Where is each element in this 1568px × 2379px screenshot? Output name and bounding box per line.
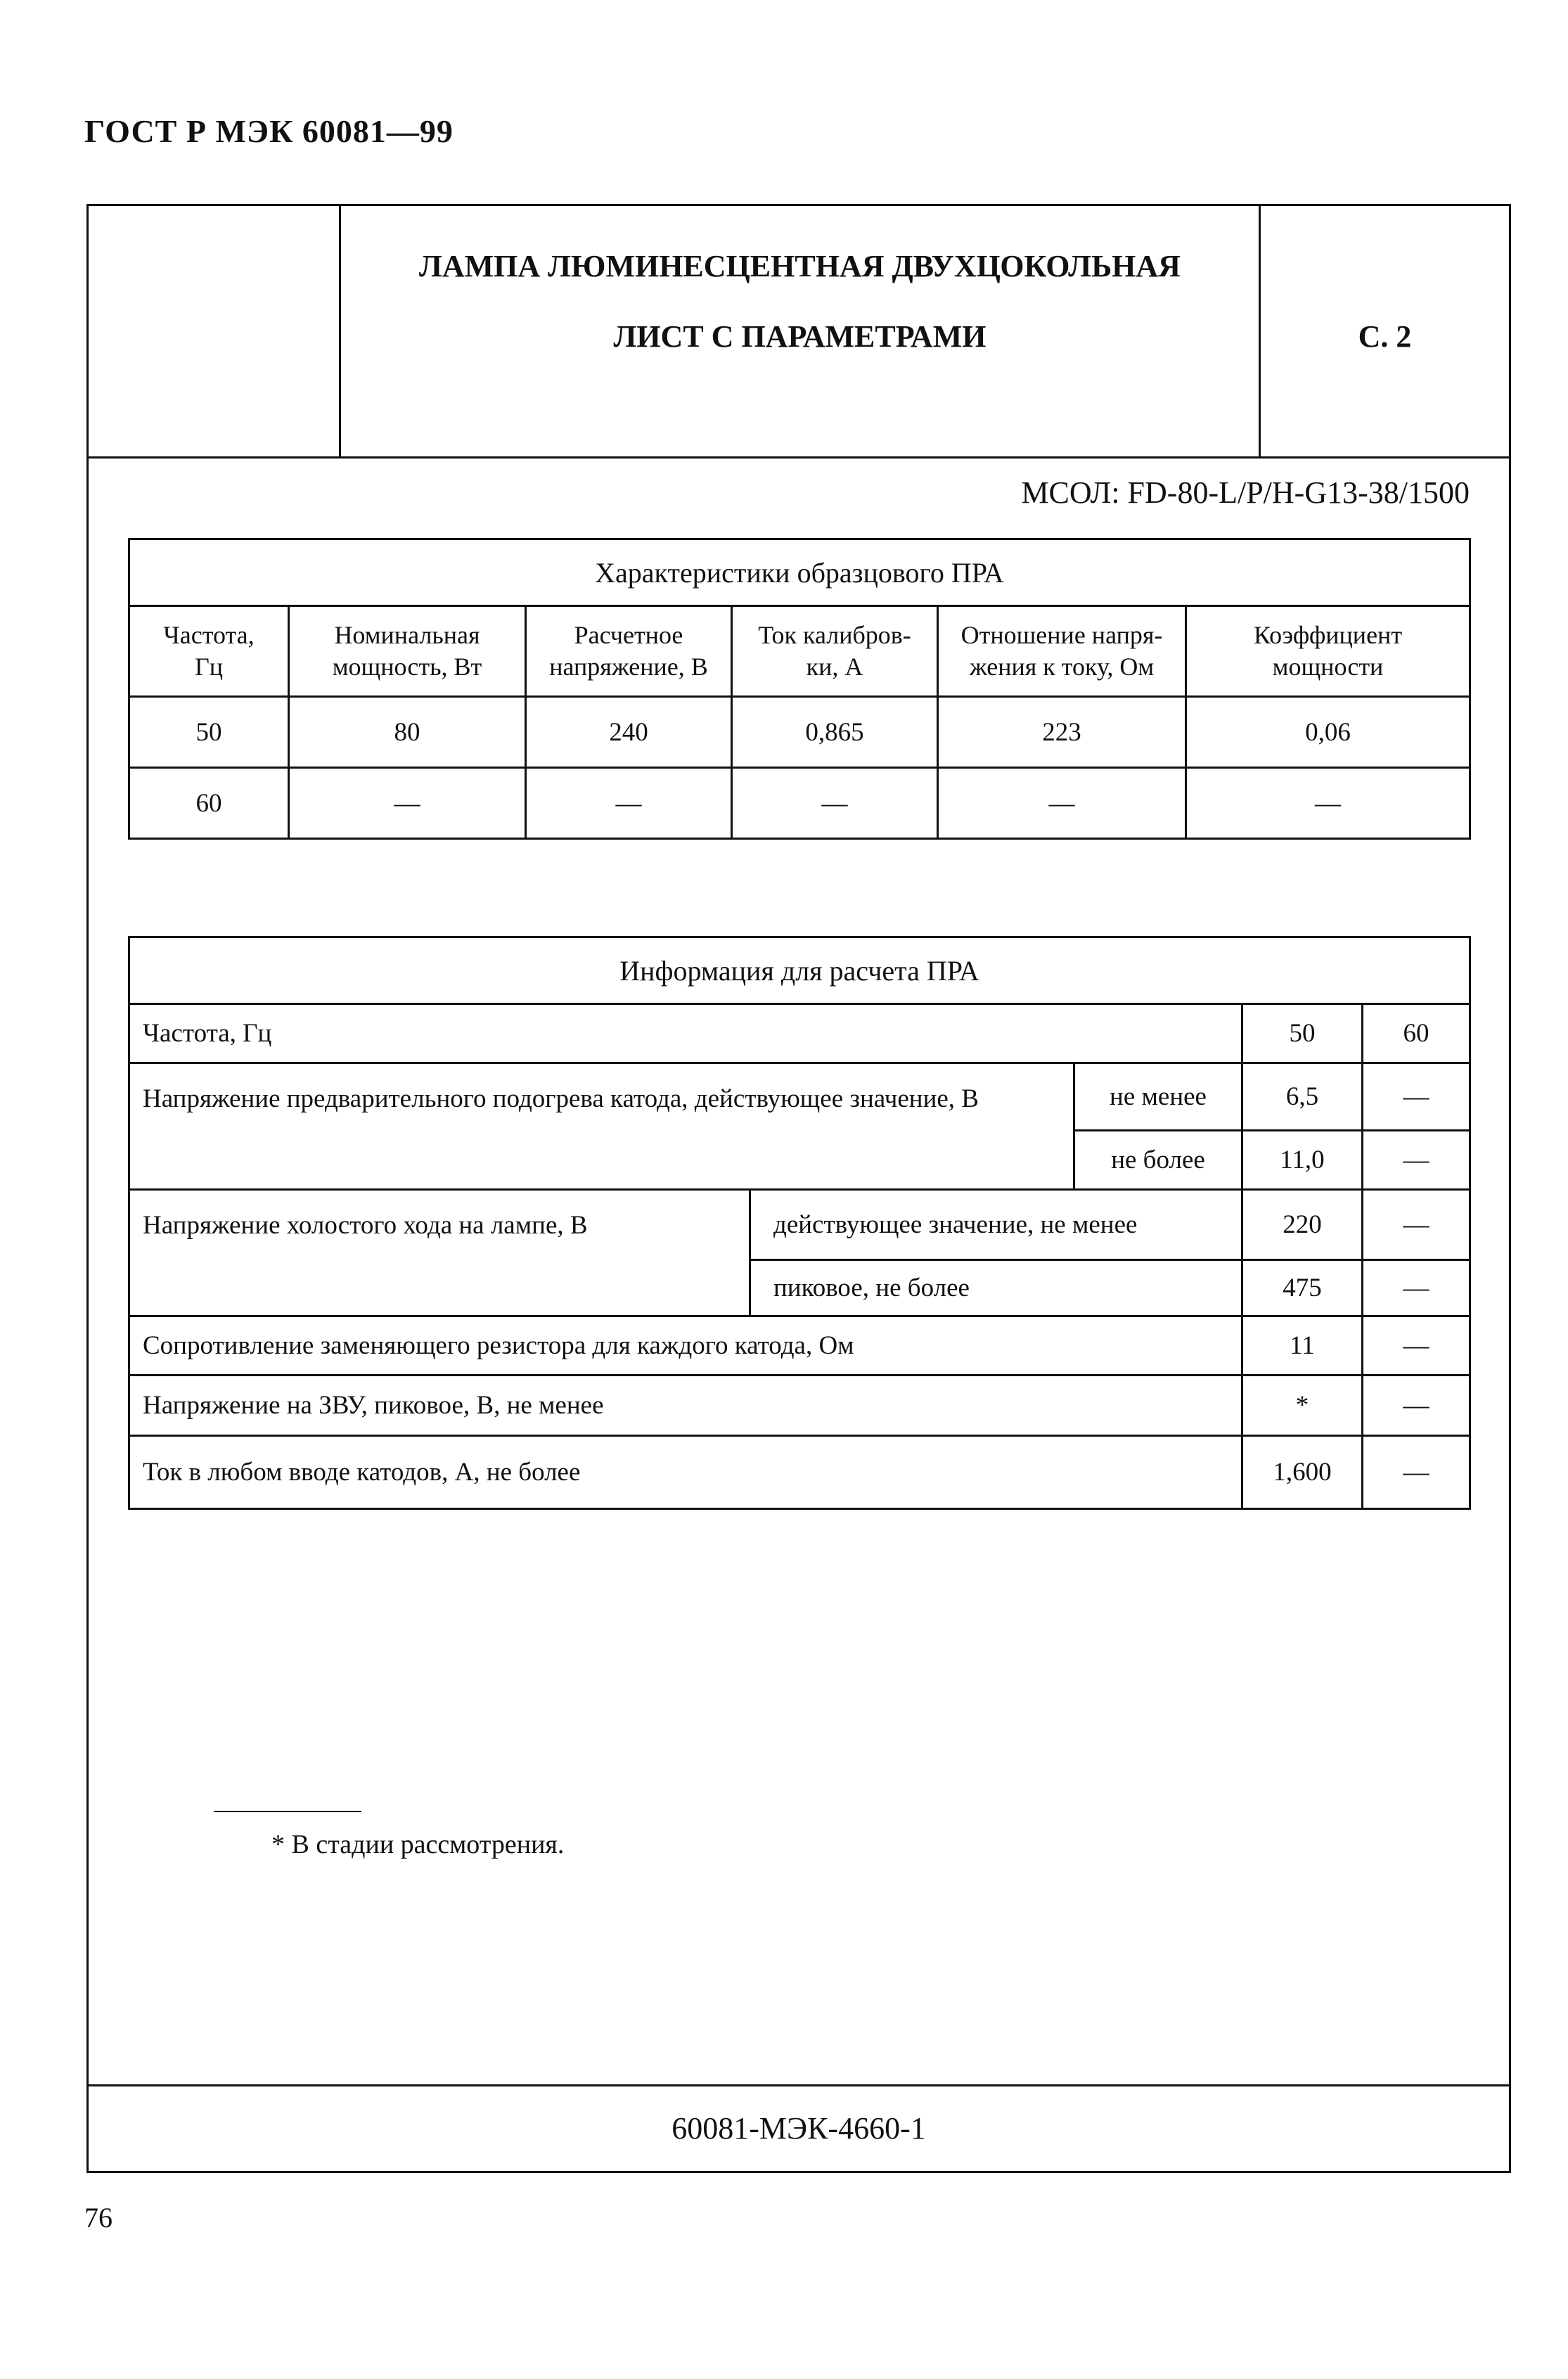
table-row xyxy=(129,768,1470,839)
table-cell: — xyxy=(1186,768,1470,839)
sheet-reference-number: 60081-МЭК-4660-1 xyxy=(671,2111,926,2146)
header-rated-power: Номинальная мощность, Вт xyxy=(289,606,526,697)
header-frequency: Частота, Гц xyxy=(129,606,289,697)
page-number: 76 xyxy=(84,2202,113,2233)
table-cell: 0,06 xyxy=(1186,697,1470,768)
table-row xyxy=(129,697,1470,768)
preheat-voltage-label: Напряжение предварительного подогрева катода, действующее значение, В xyxy=(129,1063,1074,1190)
table-cell: 240 xyxy=(526,697,732,768)
table-cell: 6,5 xyxy=(1242,1063,1363,1131)
document-code: ГОСТ Р МЭК 60081—99 xyxy=(84,113,454,149)
parameter-sheet xyxy=(86,204,1511,2173)
table-cell: — xyxy=(289,768,526,839)
header-power-factor: Коэффициент мощности xyxy=(1186,606,1470,697)
table-cell: 1,600 xyxy=(1242,1436,1363,1509)
header-voltage-current-ratio: Отношение напря- жения к току, Ом xyxy=(938,606,1186,697)
table-row-preheat-min xyxy=(129,1063,1470,1131)
open-circuit-voltage-label: Напряжение холостого хода на лампе, В xyxy=(129,1190,750,1316)
table-cell: 220 xyxy=(1242,1190,1363,1260)
table-cell: 475 xyxy=(1242,1260,1363,1316)
sheet-page-label: С. 2 xyxy=(1358,319,1412,354)
table-cell: — xyxy=(1363,1436,1470,1509)
table-cell: * xyxy=(1242,1376,1363,1436)
table-row-igniter xyxy=(129,1376,1470,1436)
title-block xyxy=(89,206,1509,459)
table-cell: — xyxy=(1363,1190,1470,1260)
table-cell: 50 xyxy=(129,697,289,768)
table-cell: — xyxy=(1363,1316,1470,1376)
ballast-design-info-table xyxy=(128,936,1471,1510)
sheet-title: ЛАМПА ЛЮМИНЕСЦЕНТНАЯ ДВУХЦОКОЛЬНАЯ xyxy=(419,249,1181,283)
table-cell: 60 xyxy=(129,768,289,839)
resistor-label: Сопротивление заменяющего резистора для каждого катода, Ом xyxy=(129,1316,1242,1376)
table-cell: 80 xyxy=(289,697,526,768)
title-block-center xyxy=(341,206,1261,456)
footnote: * В стадии рассмотрения. xyxy=(271,1830,565,1859)
table-cell: — xyxy=(1363,1260,1470,1316)
sheet-footer-block xyxy=(89,2084,1509,2171)
reference-ballast-table xyxy=(128,538,1471,840)
table-row-cathode-current xyxy=(129,1436,1470,1509)
footnote-divider xyxy=(214,1811,361,1812)
sheet-subtitle: ЛИСТ С ПАРАМЕТРАМИ xyxy=(613,319,987,354)
frequency-50-header: 50 xyxy=(1242,1004,1363,1063)
table-caption: Информация для расчета ПРА xyxy=(129,937,1470,1004)
table-row-frequency xyxy=(129,1004,1470,1063)
table-row-resistor xyxy=(129,1316,1470,1376)
table-cell: — xyxy=(526,768,732,839)
open-circuit-rms-label: действующее значение, не менее xyxy=(750,1190,1242,1260)
preheat-max-label: не более xyxy=(1074,1131,1242,1190)
table-row-open-circuit-rms xyxy=(129,1190,1470,1260)
table-cell: — xyxy=(732,768,938,839)
table-header-row xyxy=(129,606,1470,697)
frequency-label: Частота, Гц xyxy=(129,1004,1242,1063)
table-cell: 223 xyxy=(938,697,1186,768)
lamp-designation: МСОЛ: FD-80-L/P/H-G13-38/1500 xyxy=(1021,475,1470,510)
header-calibration-current: Ток калибров- ки, А xyxy=(732,606,938,697)
preheat-min-label: не менее xyxy=(1074,1063,1242,1131)
table-cell: 11,0 xyxy=(1242,1131,1363,1190)
table-cell: — xyxy=(1363,1063,1470,1131)
table-cell: 0,865 xyxy=(732,697,938,768)
table-cell: — xyxy=(1363,1376,1470,1436)
title-block-empty-cell xyxy=(89,206,341,456)
open-circuit-peak-label: пиковое, не более xyxy=(750,1260,1242,1316)
table-cell: — xyxy=(938,768,1186,839)
igniter-voltage-label: Напряжение на ЗВУ, пиковое, В, не менее xyxy=(129,1376,1242,1436)
table-cell: 11 xyxy=(1242,1316,1363,1376)
header-rated-voltage: Расчетное напряжение, В xyxy=(526,606,732,697)
table-caption: Характеристики образцового ПРА xyxy=(129,539,1470,606)
table-cell: — xyxy=(1363,1131,1470,1190)
cathode-current-label: Ток в любом вводе катодов, А, не более xyxy=(129,1436,1242,1509)
frequency-60-header: 60 xyxy=(1363,1004,1470,1063)
